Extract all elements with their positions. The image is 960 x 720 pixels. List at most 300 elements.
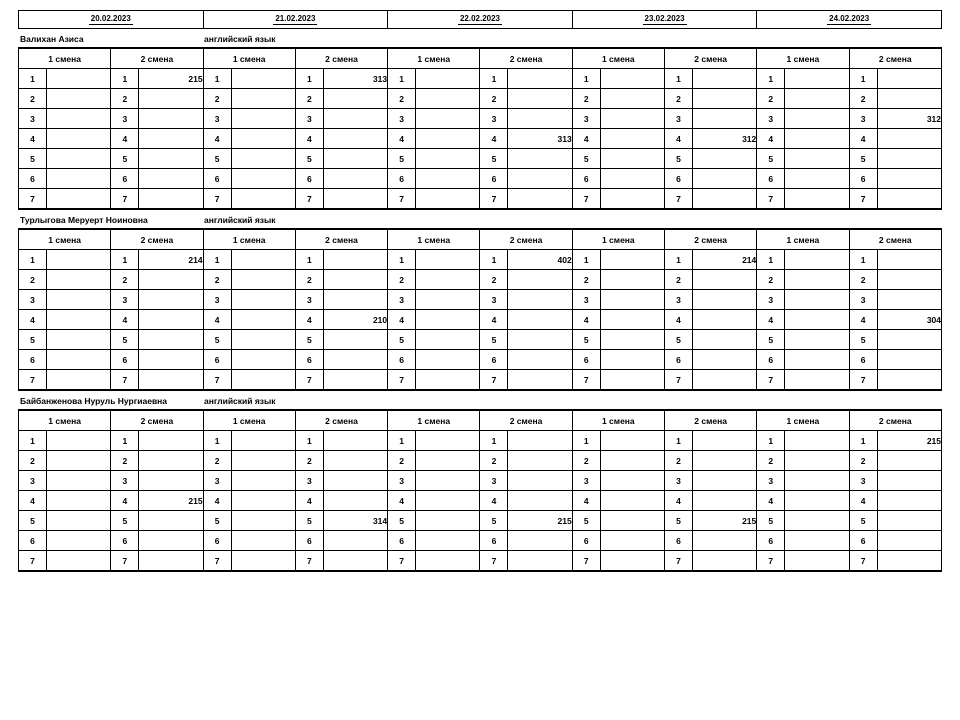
lesson-number-cell[interactable]: 1 xyxy=(203,250,231,270)
lesson-number-cell[interactable]: 5 xyxy=(664,511,692,531)
lesson-number-cell[interactable]: 6 xyxy=(480,169,508,189)
room-cell[interactable] xyxy=(231,551,295,572)
room-cell[interactable] xyxy=(323,270,387,290)
lesson-number-cell[interactable]: 4 xyxy=(19,310,47,330)
room-cell[interactable] xyxy=(231,129,295,149)
lesson-number-cell[interactable]: 6 xyxy=(849,531,877,551)
lesson-number-cell[interactable]: 4 xyxy=(480,129,508,149)
lesson-number-cell[interactable]: 5 xyxy=(19,330,47,350)
lesson-number-cell[interactable]: 6 xyxy=(295,169,323,189)
room-cell[interactable]: 215 xyxy=(139,69,203,89)
lesson-number-cell[interactable]: 6 xyxy=(757,169,785,189)
room-cell[interactable] xyxy=(600,169,664,189)
lesson-number-cell[interactable]: 4 xyxy=(757,129,785,149)
room-cell[interactable] xyxy=(323,109,387,129)
lesson-number-cell[interactable]: 7 xyxy=(757,189,785,210)
lesson-number-cell[interactable]: 5 xyxy=(111,149,139,169)
room-cell[interactable] xyxy=(785,69,849,89)
room-cell[interactable] xyxy=(323,290,387,310)
lesson-number-cell[interactable]: 7 xyxy=(849,551,877,572)
room-cell[interactable] xyxy=(231,250,295,270)
room-cell[interactable] xyxy=(416,89,480,109)
room-cell[interactable] xyxy=(508,310,572,330)
lesson-number-cell[interactable]: 5 xyxy=(849,149,877,169)
lesson-number-cell[interactable]: 5 xyxy=(664,330,692,350)
lesson-number-cell[interactable]: 1 xyxy=(203,431,231,451)
room-cell[interactable] xyxy=(323,431,387,451)
room-cell[interactable] xyxy=(416,350,480,370)
room-cell[interactable] xyxy=(693,189,757,210)
lesson-number-cell[interactable]: 6 xyxy=(19,531,47,551)
lesson-number-cell[interactable]: 5 xyxy=(849,511,877,531)
room-cell[interactable] xyxy=(47,169,111,189)
room-cell[interactable] xyxy=(693,431,757,451)
room-cell[interactable] xyxy=(231,511,295,531)
room-cell[interactable] xyxy=(508,169,572,189)
room-cell[interactable] xyxy=(508,109,572,129)
lesson-number-cell[interactable]: 3 xyxy=(849,471,877,491)
room-cell[interactable] xyxy=(47,370,111,391)
lesson-number-cell[interactable]: 1 xyxy=(19,69,47,89)
room-cell[interactable] xyxy=(231,89,295,109)
lesson-number-cell[interactable]: 2 xyxy=(572,89,600,109)
room-cell[interactable] xyxy=(323,451,387,471)
lesson-number-cell[interactable]: 5 xyxy=(757,511,785,531)
lesson-number-cell[interactable]: 4 xyxy=(572,129,600,149)
room-cell[interactable] xyxy=(785,270,849,290)
lesson-number-cell[interactable]: 1 xyxy=(295,250,323,270)
lesson-number-cell[interactable]: 6 xyxy=(388,169,416,189)
lesson-number-cell[interactable]: 3 xyxy=(664,471,692,491)
lesson-number-cell[interactable]: 5 xyxy=(203,511,231,531)
lesson-number-cell[interactable]: 3 xyxy=(388,109,416,129)
lesson-number-cell[interactable]: 4 xyxy=(295,310,323,330)
lesson-number-cell[interactable]: 4 xyxy=(849,129,877,149)
lesson-number-cell[interactable]: 7 xyxy=(572,370,600,391)
room-cell[interactable] xyxy=(508,350,572,370)
room-cell[interactable] xyxy=(785,350,849,370)
room-cell[interactable] xyxy=(508,491,572,511)
lesson-number-cell[interactable]: 5 xyxy=(480,511,508,531)
lesson-number-cell[interactable]: 7 xyxy=(849,189,877,210)
lesson-number-cell[interactable]: 5 xyxy=(849,330,877,350)
room-cell[interactable]: 313 xyxy=(508,129,572,149)
room-cell[interactable] xyxy=(785,451,849,471)
lesson-number-cell[interactable]: 1 xyxy=(664,431,692,451)
room-cell[interactable]: 215 xyxy=(693,511,757,531)
lesson-number-cell[interactable]: 7 xyxy=(664,370,692,391)
room-cell[interactable] xyxy=(877,491,941,511)
lesson-number-cell[interactable]: 7 xyxy=(295,551,323,572)
lesson-number-cell[interactable]: 7 xyxy=(203,189,231,210)
lesson-number-cell[interactable]: 2 xyxy=(480,451,508,471)
lesson-number-cell[interactable]: 5 xyxy=(19,149,47,169)
room-cell[interactable] xyxy=(877,290,941,310)
room-cell[interactable] xyxy=(139,169,203,189)
room-cell[interactable] xyxy=(47,431,111,451)
room-cell[interactable] xyxy=(693,169,757,189)
lesson-number-cell[interactable]: 7 xyxy=(295,370,323,391)
lesson-number-cell[interactable]: 3 xyxy=(757,290,785,310)
lesson-number-cell[interactable]: 5 xyxy=(388,149,416,169)
lesson-number-cell[interactable]: 6 xyxy=(203,531,231,551)
room-cell[interactable] xyxy=(877,370,941,391)
room-cell[interactable] xyxy=(139,471,203,491)
room-cell[interactable] xyxy=(785,431,849,451)
room-cell[interactable] xyxy=(785,531,849,551)
room-cell[interactable] xyxy=(416,431,480,451)
room-cell[interactable] xyxy=(877,250,941,270)
lesson-number-cell[interactable]: 3 xyxy=(388,290,416,310)
room-cell[interactable] xyxy=(877,330,941,350)
room-cell[interactable] xyxy=(877,551,941,572)
lesson-number-cell[interactable]: 3 xyxy=(388,471,416,491)
room-cell[interactable] xyxy=(416,290,480,310)
lesson-number-cell[interactable]: 3 xyxy=(664,109,692,129)
lesson-number-cell[interactable]: 6 xyxy=(203,169,231,189)
lesson-number-cell[interactable]: 4 xyxy=(757,310,785,330)
room-cell[interactable] xyxy=(508,149,572,169)
room-cell[interactable] xyxy=(231,189,295,210)
room-cell[interactable] xyxy=(508,431,572,451)
room-cell[interactable] xyxy=(323,370,387,391)
lesson-number-cell[interactable]: 7 xyxy=(664,189,692,210)
lesson-number-cell[interactable]: 3 xyxy=(19,109,47,129)
lesson-number-cell[interactable]: 3 xyxy=(572,109,600,129)
room-cell[interactable]: 215 xyxy=(508,511,572,531)
lesson-number-cell[interactable]: 6 xyxy=(757,531,785,551)
lesson-number-cell[interactable]: 3 xyxy=(480,471,508,491)
room-cell[interactable] xyxy=(47,109,111,129)
lesson-number-cell[interactable]: 4 xyxy=(388,129,416,149)
lesson-number-cell[interactable]: 6 xyxy=(849,169,877,189)
lesson-number-cell[interactable]: 4 xyxy=(664,310,692,330)
room-cell[interactable] xyxy=(47,330,111,350)
lesson-number-cell[interactable]: 1 xyxy=(388,431,416,451)
room-cell[interactable] xyxy=(323,350,387,370)
room-cell[interactable] xyxy=(139,551,203,572)
room-cell[interactable] xyxy=(416,330,480,350)
room-cell[interactable] xyxy=(139,290,203,310)
lesson-number-cell[interactable]: 6 xyxy=(19,169,47,189)
room-cell[interactable] xyxy=(600,290,664,310)
room-cell[interactable] xyxy=(877,169,941,189)
lesson-number-cell[interactable]: 4 xyxy=(111,310,139,330)
room-cell[interactable] xyxy=(231,531,295,551)
room-cell[interactable] xyxy=(785,471,849,491)
room-cell[interactable] xyxy=(416,491,480,511)
room-cell[interactable] xyxy=(47,471,111,491)
room-cell[interactable] xyxy=(785,370,849,391)
room-cell[interactable] xyxy=(139,89,203,109)
lesson-number-cell[interactable]: 2 xyxy=(757,451,785,471)
room-cell[interactable]: 210 xyxy=(323,310,387,330)
lesson-number-cell[interactable]: 7 xyxy=(849,370,877,391)
lesson-number-cell[interactable]: 7 xyxy=(388,189,416,210)
room-cell[interactable] xyxy=(508,531,572,551)
room-cell[interactable] xyxy=(231,109,295,129)
lesson-number-cell[interactable]: 2 xyxy=(849,89,877,109)
lesson-number-cell[interactable]: 2 xyxy=(203,270,231,290)
room-cell[interactable] xyxy=(416,149,480,169)
room-cell[interactable] xyxy=(785,250,849,270)
lesson-number-cell[interactable]: 1 xyxy=(111,250,139,270)
lesson-number-cell[interactable]: 5 xyxy=(111,511,139,531)
lesson-number-cell[interactable]: 7 xyxy=(480,370,508,391)
room-cell[interactable]: 402 xyxy=(508,250,572,270)
lesson-number-cell[interactable]: 2 xyxy=(757,270,785,290)
lesson-number-cell[interactable]: 4 xyxy=(19,129,47,149)
lesson-number-cell[interactable]: 5 xyxy=(388,511,416,531)
room-cell[interactable] xyxy=(416,451,480,471)
lesson-number-cell[interactable]: 2 xyxy=(295,89,323,109)
room-cell[interactable] xyxy=(877,511,941,531)
lesson-number-cell[interactable]: 2 xyxy=(388,451,416,471)
lesson-number-cell[interactable]: 1 xyxy=(295,431,323,451)
lesson-number-cell[interactable]: 4 xyxy=(388,491,416,511)
lesson-number-cell[interactable]: 4 xyxy=(203,129,231,149)
room-cell[interactable] xyxy=(600,189,664,210)
room-cell[interactable] xyxy=(600,471,664,491)
room-cell[interactable]: 314 xyxy=(323,511,387,531)
room-cell[interactable] xyxy=(47,310,111,330)
room-cell[interactable] xyxy=(323,531,387,551)
room-cell[interactable] xyxy=(508,451,572,471)
lesson-number-cell[interactable]: 3 xyxy=(203,290,231,310)
lesson-number-cell[interactable]: 4 xyxy=(757,491,785,511)
lesson-number-cell[interactable]: 1 xyxy=(111,69,139,89)
lesson-number-cell[interactable]: 1 xyxy=(849,69,877,89)
room-cell[interactable] xyxy=(600,89,664,109)
lesson-number-cell[interactable]: 6 xyxy=(111,531,139,551)
room-cell[interactable] xyxy=(47,149,111,169)
room-cell[interactable] xyxy=(323,189,387,210)
room-cell[interactable] xyxy=(693,89,757,109)
room-cell[interactable] xyxy=(785,129,849,149)
room-cell[interactable] xyxy=(231,451,295,471)
room-cell[interactable] xyxy=(416,250,480,270)
room-cell[interactable] xyxy=(47,491,111,511)
room-cell[interactable] xyxy=(416,109,480,129)
lesson-number-cell[interactable]: 4 xyxy=(849,491,877,511)
room-cell[interactable] xyxy=(785,491,849,511)
lesson-number-cell[interactable]: 1 xyxy=(572,431,600,451)
room-cell[interactable] xyxy=(877,270,941,290)
room-cell[interactable] xyxy=(139,129,203,149)
room-cell[interactable] xyxy=(600,129,664,149)
room-cell[interactable] xyxy=(139,270,203,290)
room-cell[interactable] xyxy=(600,350,664,370)
room-cell[interactable] xyxy=(139,330,203,350)
lesson-number-cell[interactable]: 2 xyxy=(572,270,600,290)
lesson-number-cell[interactable]: 3 xyxy=(572,290,600,310)
room-cell[interactable] xyxy=(693,109,757,129)
lesson-number-cell[interactable]: 1 xyxy=(757,69,785,89)
lesson-number-cell[interactable]: 6 xyxy=(572,350,600,370)
lesson-number-cell[interactable]: 1 xyxy=(849,250,877,270)
lesson-number-cell[interactable]: 6 xyxy=(757,350,785,370)
lesson-number-cell[interactable]: 1 xyxy=(572,250,600,270)
room-cell[interactable] xyxy=(785,169,849,189)
room-cell[interactable] xyxy=(600,250,664,270)
room-cell[interactable] xyxy=(47,551,111,572)
lesson-number-cell[interactable]: 3 xyxy=(480,109,508,129)
lesson-number-cell[interactable]: 1 xyxy=(572,69,600,89)
room-cell[interactable] xyxy=(693,310,757,330)
room-cell[interactable] xyxy=(47,250,111,270)
room-cell[interactable] xyxy=(600,270,664,290)
lesson-number-cell[interactable]: 7 xyxy=(388,551,416,572)
room-cell[interactable] xyxy=(47,451,111,471)
room-cell[interactable] xyxy=(877,350,941,370)
room-cell[interactable]: 214 xyxy=(693,250,757,270)
lesson-number-cell[interactable]: 3 xyxy=(295,471,323,491)
lesson-number-cell[interactable]: 2 xyxy=(388,89,416,109)
lesson-number-cell[interactable]: 3 xyxy=(849,109,877,129)
room-cell[interactable] xyxy=(785,310,849,330)
lesson-number-cell[interactable]: 2 xyxy=(849,270,877,290)
room-cell[interactable] xyxy=(139,531,203,551)
room-cell[interactable]: 215 xyxy=(139,491,203,511)
room-cell[interactable] xyxy=(231,310,295,330)
lesson-number-cell[interactable]: 6 xyxy=(295,531,323,551)
room-cell[interactable] xyxy=(693,290,757,310)
lesson-number-cell[interactable]: 4 xyxy=(664,491,692,511)
lesson-number-cell[interactable]: 5 xyxy=(388,330,416,350)
lesson-number-cell[interactable]: 2 xyxy=(19,451,47,471)
lesson-number-cell[interactable]: 6 xyxy=(664,350,692,370)
room-cell[interactable] xyxy=(877,149,941,169)
lesson-number-cell[interactable]: 1 xyxy=(19,431,47,451)
room-cell[interactable] xyxy=(508,290,572,310)
room-cell[interactable] xyxy=(231,330,295,350)
lesson-number-cell[interactable]: 5 xyxy=(757,330,785,350)
lesson-number-cell[interactable]: 1 xyxy=(480,250,508,270)
room-cell[interactable] xyxy=(416,511,480,531)
room-cell[interactable] xyxy=(416,129,480,149)
lesson-number-cell[interactable]: 1 xyxy=(19,250,47,270)
room-cell[interactable] xyxy=(693,451,757,471)
lesson-number-cell[interactable]: 5 xyxy=(572,330,600,350)
room-cell[interactable] xyxy=(508,471,572,491)
lesson-number-cell[interactable]: 4 xyxy=(572,491,600,511)
room-cell[interactable] xyxy=(323,129,387,149)
lesson-number-cell[interactable]: 7 xyxy=(111,370,139,391)
room-cell[interactable] xyxy=(139,511,203,531)
room-cell[interactable] xyxy=(600,451,664,471)
room-cell[interactable]: 312 xyxy=(877,109,941,129)
room-cell[interactable] xyxy=(693,551,757,572)
room-cell[interactable] xyxy=(877,189,941,210)
room-cell[interactable] xyxy=(47,69,111,89)
lesson-number-cell[interactable]: 4 xyxy=(664,129,692,149)
lesson-number-cell[interactable]: 1 xyxy=(480,431,508,451)
lesson-number-cell[interactable]: 5 xyxy=(203,149,231,169)
lesson-number-cell[interactable]: 7 xyxy=(295,189,323,210)
room-cell[interactable] xyxy=(323,471,387,491)
room-cell[interactable] xyxy=(231,370,295,391)
lesson-number-cell[interactable]: 3 xyxy=(664,290,692,310)
lesson-number-cell[interactable]: 6 xyxy=(388,350,416,370)
room-cell[interactable] xyxy=(877,69,941,89)
room-cell[interactable] xyxy=(600,109,664,129)
room-cell[interactable] xyxy=(416,310,480,330)
room-cell[interactable] xyxy=(600,551,664,572)
room-cell[interactable] xyxy=(139,350,203,370)
lesson-number-cell[interactable]: 7 xyxy=(111,189,139,210)
room-cell[interactable] xyxy=(47,89,111,109)
lesson-number-cell[interactable]: 7 xyxy=(111,551,139,572)
room-cell[interactable] xyxy=(231,290,295,310)
room-cell[interactable] xyxy=(139,370,203,391)
lesson-number-cell[interactable]: 4 xyxy=(203,491,231,511)
room-cell[interactable]: 304 xyxy=(877,310,941,330)
room-cell[interactable] xyxy=(231,350,295,370)
room-cell[interactable] xyxy=(877,129,941,149)
room-cell[interactable] xyxy=(231,491,295,511)
lesson-number-cell[interactable]: 4 xyxy=(480,310,508,330)
lesson-number-cell[interactable]: 7 xyxy=(757,551,785,572)
lesson-number-cell[interactable]: 2 xyxy=(111,451,139,471)
lesson-number-cell[interactable]: 2 xyxy=(111,270,139,290)
room-cell[interactable] xyxy=(877,89,941,109)
lesson-number-cell[interactable]: 7 xyxy=(572,189,600,210)
room-cell[interactable] xyxy=(47,531,111,551)
room-cell[interactable]: 313 xyxy=(323,69,387,89)
room-cell[interactable] xyxy=(508,189,572,210)
lesson-number-cell[interactable]: 5 xyxy=(480,330,508,350)
room-cell[interactable] xyxy=(785,551,849,572)
lesson-number-cell[interactable]: 5 xyxy=(295,149,323,169)
room-cell[interactable] xyxy=(323,551,387,572)
room-cell[interactable] xyxy=(416,471,480,491)
lesson-number-cell[interactable]: 3 xyxy=(295,290,323,310)
lesson-number-cell[interactable]: 5 xyxy=(480,149,508,169)
lesson-number-cell[interactable]: 7 xyxy=(480,551,508,572)
lesson-number-cell[interactable]: 1 xyxy=(664,69,692,89)
lesson-number-cell[interactable]: 3 xyxy=(19,290,47,310)
room-cell[interactable] xyxy=(231,169,295,189)
room-cell[interactable] xyxy=(47,189,111,210)
room-cell[interactable] xyxy=(508,89,572,109)
room-cell[interactable] xyxy=(693,531,757,551)
lesson-number-cell[interactable]: 1 xyxy=(295,69,323,89)
lesson-number-cell[interactable]: 5 xyxy=(572,149,600,169)
lesson-number-cell[interactable]: 4 xyxy=(388,310,416,330)
room-cell[interactable] xyxy=(231,471,295,491)
lesson-number-cell[interactable]: 2 xyxy=(664,451,692,471)
lesson-number-cell[interactable]: 2 xyxy=(572,451,600,471)
room-cell[interactable] xyxy=(323,491,387,511)
lesson-number-cell[interactable]: 6 xyxy=(295,350,323,370)
lesson-number-cell[interactable]: 6 xyxy=(111,350,139,370)
lesson-number-cell[interactable]: 5 xyxy=(572,511,600,531)
room-cell[interactable] xyxy=(508,370,572,391)
room-cell[interactable] xyxy=(47,270,111,290)
room-cell[interactable] xyxy=(416,551,480,572)
lesson-number-cell[interactable]: 6 xyxy=(388,531,416,551)
room-cell[interactable] xyxy=(600,149,664,169)
room-cell[interactable] xyxy=(693,270,757,290)
room-cell[interactable] xyxy=(693,471,757,491)
lesson-number-cell[interactable]: 2 xyxy=(19,270,47,290)
room-cell[interactable] xyxy=(785,189,849,210)
room-cell[interactable] xyxy=(323,169,387,189)
room-cell[interactable] xyxy=(785,109,849,129)
room-cell[interactable] xyxy=(693,330,757,350)
room-cell[interactable] xyxy=(785,330,849,350)
lesson-number-cell[interactable]: 5 xyxy=(295,330,323,350)
